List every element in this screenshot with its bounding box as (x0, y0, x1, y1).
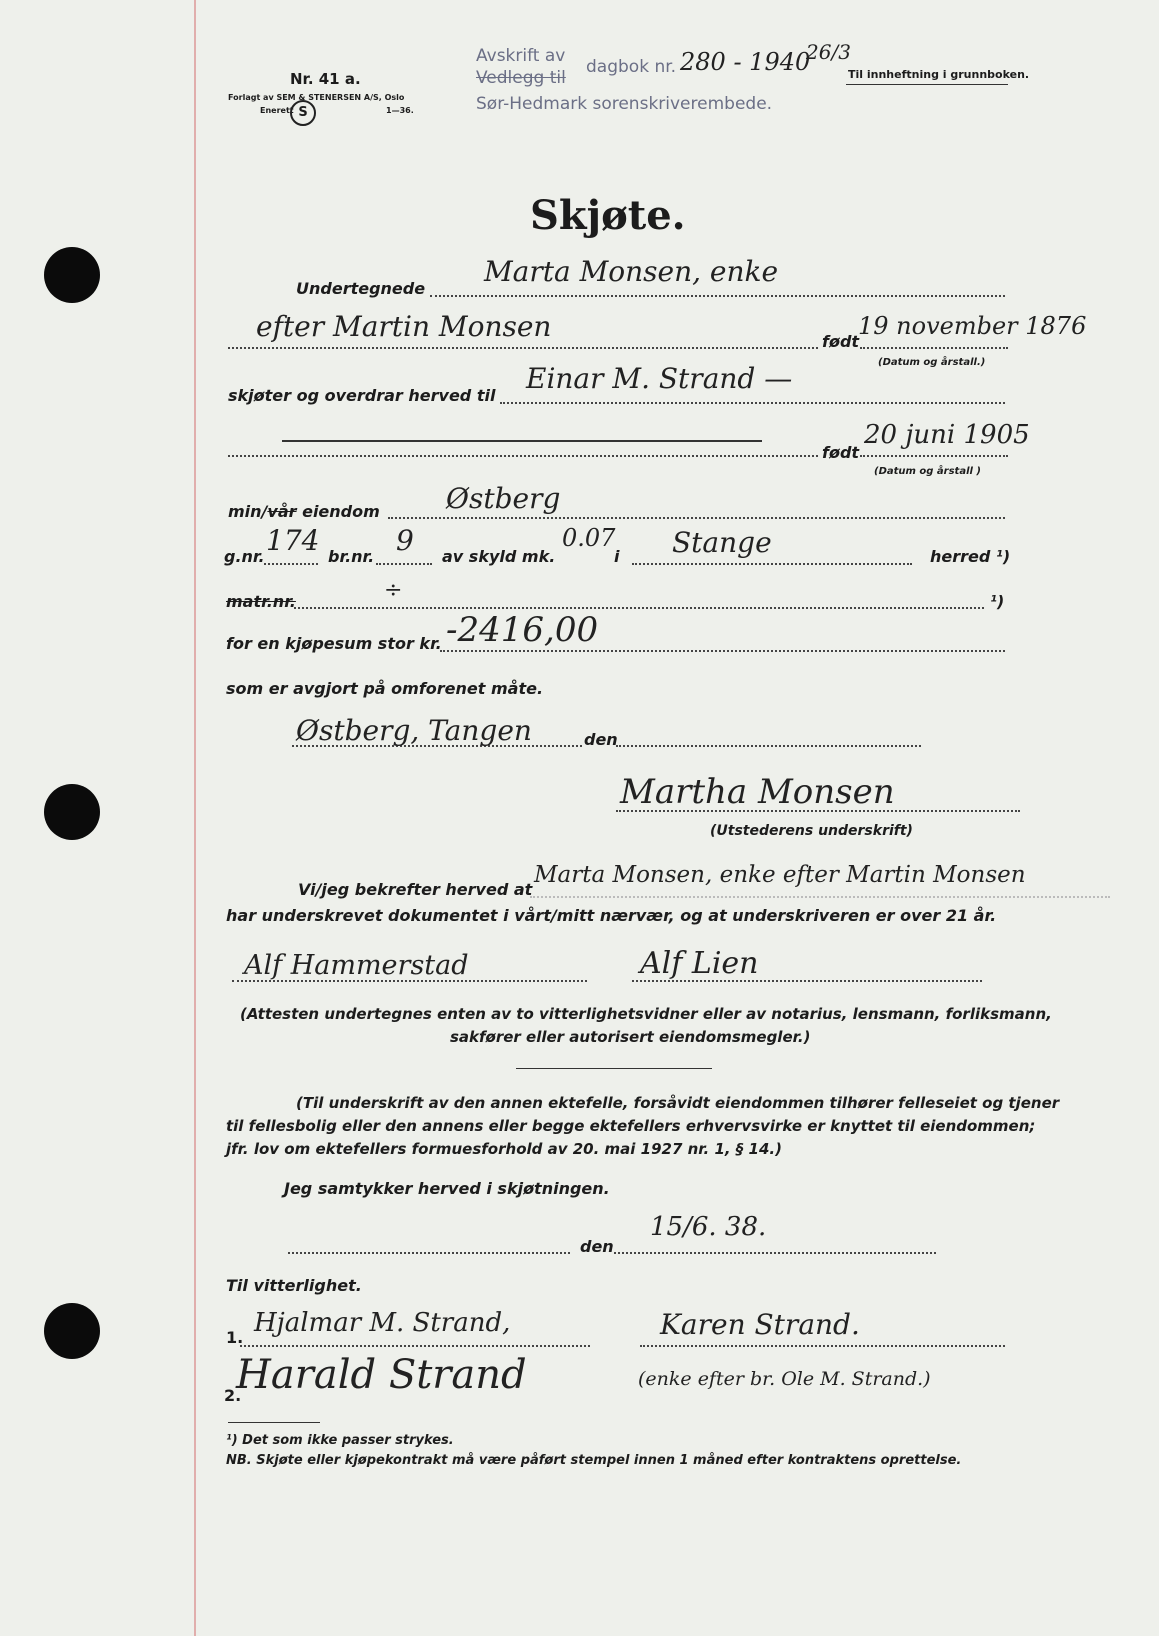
fodt-label-2: født (822, 443, 860, 462)
section-divider (516, 1068, 712, 1069)
witness-signature-2: Alf Lien (640, 946, 759, 981)
stamp-date: 26/3 (806, 40, 851, 64)
punch-hole (44, 247, 100, 303)
publisher-date: 1—36. (386, 106, 414, 115)
stamp-note-underline (846, 84, 1008, 85)
fodt-value-2: 20 juni 1905 (864, 420, 1030, 450)
publisher-enerett: Enerett (260, 106, 294, 115)
stamp-office: Sør-Hedmark sorenskriverembede. (476, 94, 773, 114)
vitterlighet-dots-1 (240, 1345, 590, 1347)
skjoter-label: skjøter og overdrar herved til (228, 386, 496, 405)
vitterlighet-signature-4: (enke efter br. Ole M. Strand.) (638, 1368, 931, 1390)
footnote-1: ¹) Det som ikke passer strykes. (226, 1433, 454, 1448)
kjopesum-dots (440, 650, 1005, 652)
attest-note-1: (Attesten undertegnes enten av to vitterlighetsvidner eller av notarius, lensmann, forliksmann, (240, 1005, 1052, 1023)
kjopesum-label: for en kjøpesum stor kr. (226, 634, 442, 653)
datum-caption-2: (Datum og årstall ) (874, 466, 981, 477)
stamp-vedlegg: Vedlegg til (476, 68, 566, 88)
fodt-label-1: født (822, 332, 860, 351)
vitterlighet-signature-1: Hjalmar M. Strand, (254, 1308, 511, 1338)
vitterlighet-signature-3: Harald Strand (236, 1352, 527, 1398)
strike-line (282, 440, 762, 442)
brnr-dots (376, 563, 432, 565)
skyld-label: av skyld mk. (442, 547, 556, 566)
datum-caption-1: (Datum og årstall.) (878, 357, 986, 368)
attest-value: Marta Monsen, enke efter Martin Monsen (534, 862, 1026, 888)
fodt-dots-2 (860, 455, 1008, 457)
consent-place-dots (288, 1252, 570, 1254)
matr-note: ¹) (990, 592, 1005, 611)
fodt-dots-1 (860, 347, 1008, 349)
punch-hole (44, 1303, 100, 1359)
matr-dots (294, 607, 984, 609)
eiendom-label-var: vår (267, 502, 297, 521)
attest-dots (530, 896, 1110, 898)
skyld-value: 0.07 (562, 524, 616, 552)
skjoter-value: Einar M. Strand — (526, 362, 793, 395)
den-label-1: den (584, 730, 618, 749)
matr-label: matr.nr. (226, 592, 296, 611)
undertegnede-dots (430, 295, 1005, 297)
stamp-number: 280 - 1940 (680, 48, 811, 76)
gnr-value: 174 (266, 524, 320, 557)
den-dots-2 (614, 1252, 936, 1254)
stamp-dagbok: dagbok nr. (586, 57, 677, 77)
brnr-label: br.nr. (328, 547, 375, 566)
brnr-value: 9 (396, 524, 414, 557)
eiendom-label-min: min/ (228, 502, 268, 521)
vitterlighet-label: Til vitterlighet. (226, 1276, 362, 1295)
publisher-line: Forlagt av SEM & STENERSEN A/S, Oslo (228, 93, 405, 102)
undertegnede-label: Undertegnede (296, 279, 426, 298)
line-dots (228, 347, 818, 349)
gnr-dots (264, 563, 318, 565)
herred-dots (632, 563, 912, 565)
consent-date: 15/6. 38. (650, 1212, 767, 1242)
stamp-avskrift: Avskrift av (476, 46, 566, 66)
vitterlighet-signature-2: Karen Strand. (660, 1308, 860, 1341)
den-label-2: den (580, 1237, 614, 1256)
matr-value: ÷ (384, 578, 403, 603)
eiendom-dots (388, 517, 1005, 519)
footnote-rule (228, 1422, 320, 1423)
footnote-2: NB. Skjøte eller kjøpekontrakt må være påført stempel innen 1 måned efter kontraktens oprettelse. (226, 1453, 962, 1468)
line-dots (228, 455, 818, 457)
i-label: i (614, 547, 620, 566)
page-title: Skjøte. (530, 192, 686, 239)
punch-hole (44, 784, 100, 840)
margin-line (194, 0, 196, 1636)
form-number: Nr. 41 a. (290, 70, 361, 88)
vitterlighet-dots-2 (640, 1345, 1005, 1347)
den-dots-1 (616, 745, 921, 747)
signature-caption: (Utstederens underskrift) (710, 823, 913, 839)
spouse-note-1: (Til underskrift av den annen ektefelle, forsåvidt eiendommen tilhører felleseiet og tjener (296, 1094, 1060, 1112)
eiendom-label-rest: eiendom (296, 502, 380, 521)
skjoter-dots (500, 402, 1005, 404)
attest-note-2: sakfører eller autorisert eiendomsmegler.) (450, 1028, 811, 1046)
issuer-signature: Martha Monsen (620, 772, 895, 812)
eiendom-label (228, 502, 380, 521)
place-value: Østberg, Tangen (296, 714, 532, 747)
spouse-note-3: jfr. lov om ektefellers formuesforhold av 20. mai 1927 nr. 1, § 14.) (226, 1140, 782, 1158)
stamp-note: Til innheftning i grunnboken. (848, 68, 1030, 81)
witness-number-2: 2. (224, 1386, 242, 1405)
herred-value: Stange (672, 526, 772, 559)
gnr-label: g.nr. (224, 547, 265, 566)
consent-text: Jeg samtykker herved i skjøtningen. (284, 1179, 610, 1198)
witness-signature-1: Alf Hammerstad (244, 950, 469, 981)
undertegnede-value2: efter Martin Monsen (256, 310, 552, 343)
witness-number-1: 1. (226, 1328, 244, 1347)
attest-line2: har underskrevet dokumentet i vårt/mitt nærvær, og at underskriveren er over 21 år. (226, 906, 997, 925)
eiendom-value: Østberg (446, 482, 561, 515)
spouse-note-2: til fellesbolig eller den annens eller begge ektefellers erhvervsvirke er knyttet til eiendommen; (226, 1117, 1036, 1135)
herred-label: herred ¹) (930, 547, 1011, 566)
undertegnede-value: Marta Monsen, enke (484, 255, 779, 288)
publisher-logo: S (290, 100, 316, 126)
fodt-value-1: 19 november 1876 (858, 312, 1087, 340)
avgjort-text: som er avgjort på omforenet måte. (226, 679, 544, 698)
attest-label: Vi/jeg bekrefter herved at (298, 880, 533, 899)
kjopesum-value: -2416,00 (446, 610, 599, 650)
